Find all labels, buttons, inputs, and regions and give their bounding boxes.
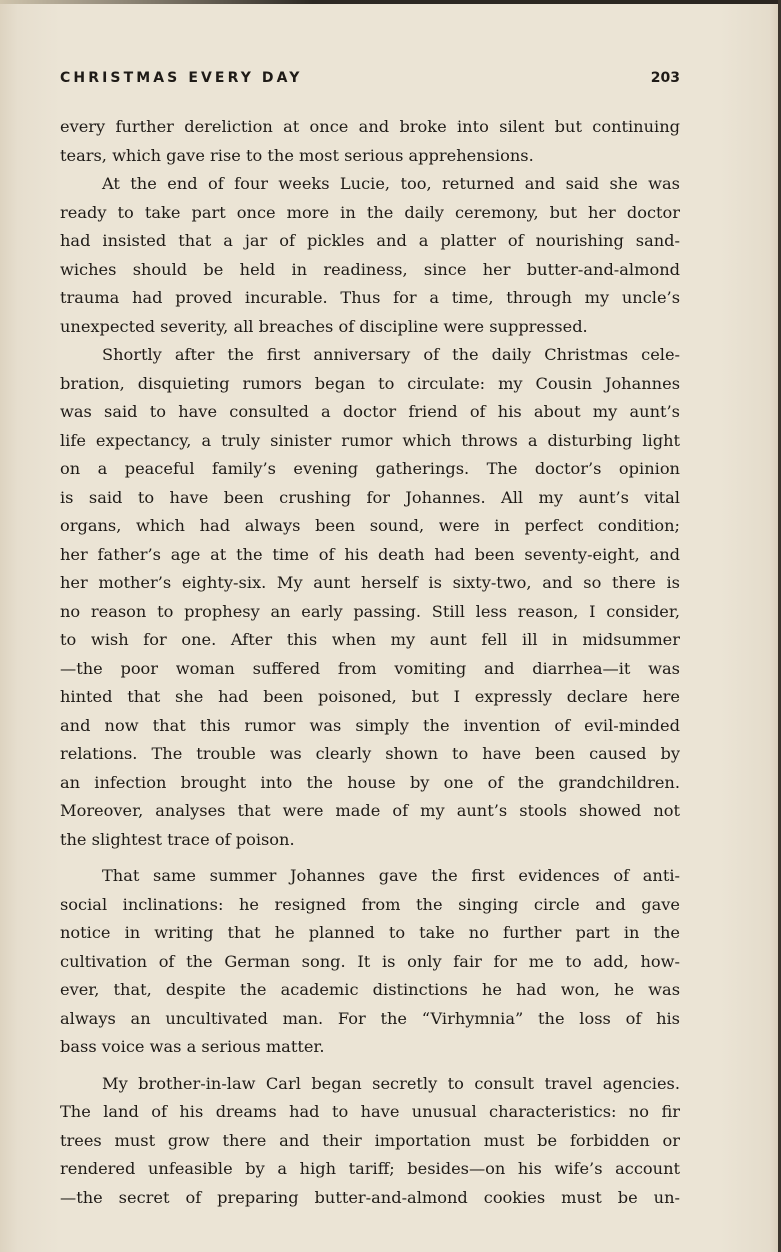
text-line: My brother-in-law Carl began secretly to consult travel agencies. — [102, 1073, 680, 1093]
page-top-edge — [0, 0, 781, 4]
text-line: bration, disquieting rumors began to circulate: my Cousin Johannes — [60, 373, 680, 393]
text-line: bass voice was a serious matter. — [60, 1037, 325, 1056]
text-line: That same summer Johannes gave the first evidences of anti- — [102, 866, 680, 885]
text-line: life expectancy, a truly sinister rumor which throws a disturbing light — [60, 430, 680, 450]
text-line: —the poor woman suffered from vomiting and diarrhea—it was — [60, 658, 680, 678]
text-line: unexpected severity, all breaches of discipline were suppressed. — [60, 316, 588, 336]
body-text — [60, 113, 680, 1212]
text-line: an infection brought into the house by one of the grandchildren. — [60, 772, 680, 792]
text-line: had insisted that a jar of pickles and a platter of nourishing sand- — [60, 231, 680, 250]
text-line: rendered unfeasible by a high tariff; besides—on his wife’s account — [60, 1159, 680, 1178]
text-line: and now that this rumor was simply the invention of evil-minded — [60, 715, 680, 735]
text-line: cultivation of the German song. It is only fair for me to add, how- — [60, 951, 680, 971]
text-line: At the end of four weeks Lucie, too, returned and said she was — [102, 174, 680, 193]
chapter-title: CHRISTMAS EVERY DAY — [60, 70, 303, 86]
text-line: Moreover, analyses that were made of my aunt’s stools showed not — [60, 801, 680, 820]
text-line: ready to take part once more in the daily ceremony, but her doctor — [60, 202, 680, 222]
running-head — [60, 70, 680, 90]
text-line: notice in writing that he planned to take no further part in the — [60, 923, 680, 942]
text-line: no reason to prophesy an early passing. Still less reason, I consider, — [60, 601, 680, 621]
text-line: ever, that, despite the academic distinctions he had won, he was — [60, 980, 680, 999]
text-line: Shortly after the first anniversary of the daily Christmas cele- — [102, 345, 680, 364]
text-line: the slightest trace of poison. — [60, 829, 295, 849]
text-line: The land of his dreams had to have unusual characteristics: no fir — [60, 1102, 680, 1121]
text-line: always an uncultivated man. For the “Virhymnia” the loss of his — [60, 1008, 680, 1028]
text-line: hinted that she had been poisoned, but I expressly declare here — [60, 687, 680, 706]
text-line: trees must grow there and their importation must be forbidden or — [60, 1130, 680, 1150]
text-line: relations. The trouble was clearly shown to have been caused by — [60, 744, 680, 763]
paragraph-gap — [60, 1062, 680, 1070]
page-number: 203 — [650, 70, 680, 86]
paragraph-gap — [60, 854, 680, 862]
text-line: on a peaceful family’s evening gatherings. The doctor’s opinion — [60, 459, 680, 478]
text-line: every further dereliction at once and broke into silent but continuing — [60, 117, 680, 136]
text-line: her father’s age at the time of his death had been seventy-eight, and — [60, 544, 680, 564]
text-line: her mother’s eighty-six. My aunt herself is sixty-two, and so there is — [60, 573, 680, 592]
text-line: tears, which gave rise to the most serious apprehensions. — [60, 145, 534, 165]
text-line: organs, which had always been sound, were in perfect condition; — [60, 516, 680, 535]
text-line: trauma had proved incurable. Thus for a time, through my uncle’s — [60, 288, 680, 307]
text-line: was said to have consulted a doctor friend of his about my aunt’s — [60, 402, 680, 421]
text-line: wiches should be held in readiness, since her butter-and-almond — [60, 259, 680, 279]
text-line: —the secret of preparing butter-and-almond cookies must be un- — [60, 1187, 680, 1207]
text-line: is said to have been crushing for Johannes. All my aunt’s vital — [60, 487, 680, 507]
text-line: to wish for one. After this when my aunt fell ill in midsummer — [60, 630, 680, 649]
text-line: social inclinations: he resigned from the singing circle and gave — [60, 894, 680, 914]
